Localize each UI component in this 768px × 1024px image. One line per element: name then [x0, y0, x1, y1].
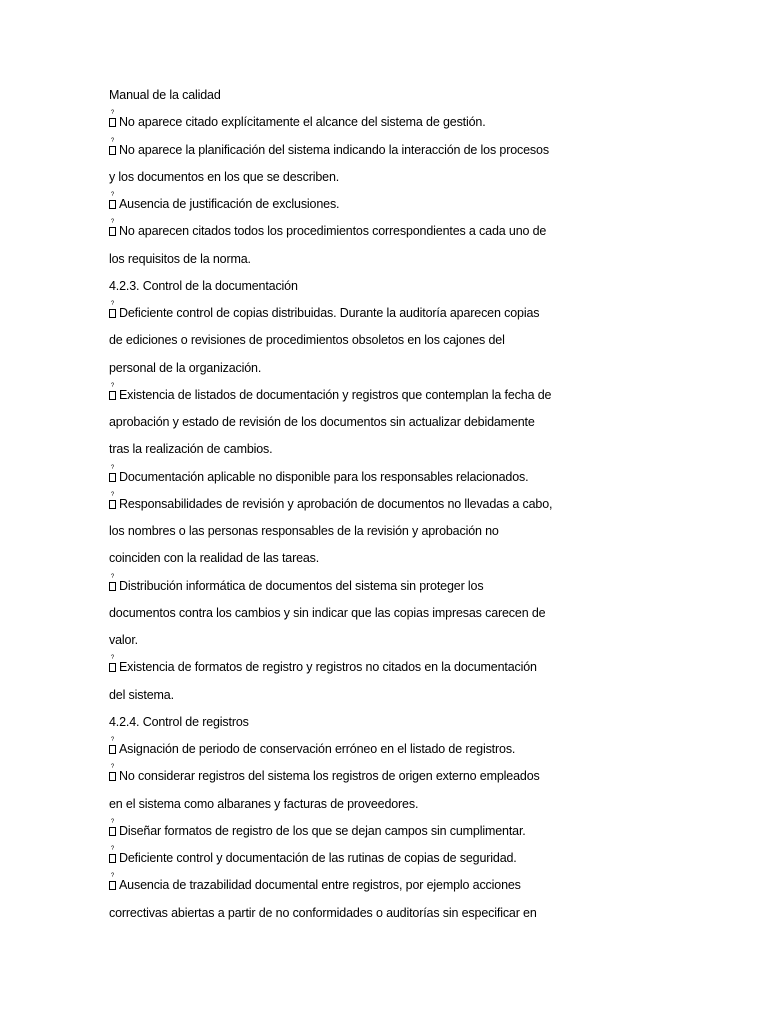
text-line	[109, 600, 589, 627]
text-line	[109, 82, 589, 109]
line-text: No aparece la planificación del sistema indicando la interacción de los procesos	[119, 142, 549, 157]
missing-glyph-icon	[109, 473, 116, 482]
line-text: correctivas abiertas a partir de no conformidades o auditorías sin especificar en	[109, 905, 537, 920]
missing-glyph-icon	[109, 200, 116, 209]
line-text: Manual de la calidad	[109, 88, 221, 102]
line-text: tras la realización de cambios.	[109, 442, 273, 457]
missing-glyph-icon	[109, 827, 116, 836]
line-text: Diseñar formatos de registro de los que se dejan campos sin cumplimentar.	[119, 823, 526, 838]
text-line	[109, 627, 589, 654]
bullet-line	[109, 491, 589, 518]
line-text: No aparece citado explícitamente el alcance del sistema de gestión.	[119, 115, 486, 130]
text-line	[109, 164, 589, 191]
line-text: Deficiente control y documentación de las rutinas de copias de seguridad.	[119, 851, 517, 865]
line-text: Ausencia de justificación de exclusiones.	[119, 197, 340, 211]
bullet-line	[109, 300, 589, 327]
missing-glyph-icon	[109, 391, 116, 400]
text-line	[109, 682, 589, 709]
missing-glyph-icon	[109, 745, 116, 754]
line-text: los requisitos de la norma.	[109, 251, 251, 266]
bullet-line	[109, 845, 589, 872]
line-text: y los documentos en los que se describen.	[109, 169, 340, 184]
line-text: valor.	[109, 633, 138, 647]
bullet-line	[109, 382, 589, 409]
section-heading	[109, 273, 589, 300]
text-line	[109, 409, 589, 436]
line-text: de ediciones o revisiones de procedimientos obsoletos en los cajones del	[109, 333, 505, 348]
line-text: Ausencia de trazabilidad documental entre registros, por ejemplo acciones	[119, 878, 521, 893]
line-text: Documentación aplicable no disponible para los responsables relacionados.	[119, 469, 529, 484]
text-line	[109, 355, 589, 382]
bullet-line	[109, 654, 589, 681]
bullet-line	[109, 191, 589, 218]
missing-glyph-icon	[109, 500, 116, 509]
text-line	[109, 246, 589, 273]
missing-glyph-icon	[109, 854, 116, 863]
line-text: del sistema.	[109, 687, 174, 702]
line-text: personal de la organización.	[109, 360, 262, 375]
bullet-line	[109, 464, 589, 491]
missing-glyph-icon	[109, 772, 116, 781]
line-text: 4.2.3. Control de la documentación	[109, 278, 298, 293]
document-page	[109, 82, 589, 927]
line-text: en el sistema como albaranes y facturas de proveedores.	[109, 796, 419, 811]
text-line	[109, 545, 589, 572]
bullet-line	[109, 818, 589, 845]
line-text: No considerar registros del sistema los registros de origen externo empleados	[119, 769, 540, 784]
bullet-line	[109, 137, 589, 164]
line-text: No aparecen citados todos los procedimientos correspondientes a cada uno de	[119, 224, 547, 239]
missing-glyph-icon	[109, 118, 116, 127]
text-line	[109, 518, 589, 545]
text-line	[109, 327, 589, 354]
bullet-line	[109, 736, 589, 763]
line-text: Existencia de listados de documentación y registros que contemplan la fecha de	[119, 387, 552, 402]
line-text: Existencia de formatos de registro y registros no citados en la documentación	[119, 660, 537, 675]
missing-glyph-icon	[109, 227, 116, 236]
bullet-line	[109, 573, 589, 600]
missing-glyph-icon	[109, 146, 116, 155]
line-text: aprobación y estado de revisión de los documentos sin actualizar debidamente	[109, 415, 535, 429]
bullet-line	[109, 872, 589, 899]
text-line	[109, 791, 589, 818]
line-text: Distribución informática de documentos del sistema sin proteger los	[119, 578, 484, 593]
line-text: coinciden con la realidad de las tareas.	[109, 551, 320, 566]
bullet-line	[109, 109, 589, 136]
line-text: Deficiente control de copias distribuidas. Durante la auditoría aparecen copias	[119, 306, 540, 320]
missing-glyph-icon	[109, 309, 116, 318]
line-text: documentos contra los cambios y sin indicar que las copias impresas carecen de	[109, 605, 546, 620]
missing-glyph-icon	[109, 881, 116, 890]
bullet-line	[109, 218, 589, 245]
missing-glyph-icon	[109, 582, 116, 591]
section-heading	[109, 709, 589, 736]
line-text: los nombres o las personas responsables de la revisión y aprobación no	[109, 524, 499, 538]
text-line	[109, 900, 589, 927]
line-text: Asignación de periodo de conservación erróneo en el listado de registros.	[119, 742, 516, 756]
missing-glyph-icon	[109, 663, 116, 672]
line-text: 4.2.4. Control de registros	[109, 714, 249, 729]
text-line	[109, 436, 589, 463]
line-text: Responsabilidades de revisión y aprobación de documentos no llevadas a cabo,	[119, 496, 553, 511]
bullet-line	[109, 763, 589, 790]
